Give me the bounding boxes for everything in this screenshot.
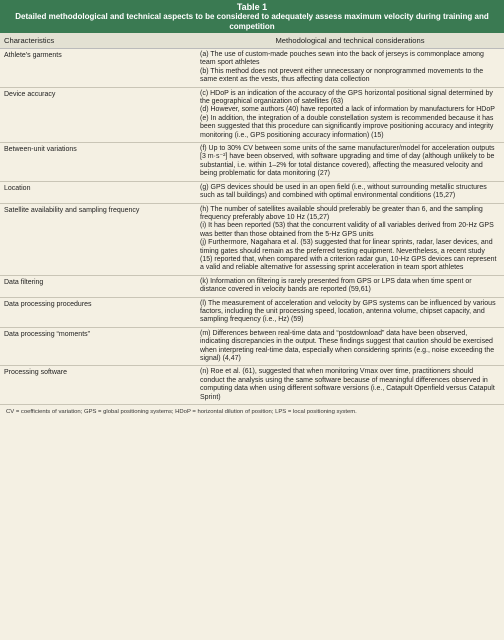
column-header-characteristics: Characteristics [4, 36, 55, 45]
column-header-considerations: Methodological and technical considerations [275, 36, 425, 45]
table-title-bar [0, 0, 504, 33]
characteristic-cell: Data processing procedures [4, 300, 92, 308]
considerations-cell [196, 88, 504, 142]
table-number: Table 1 [236, 2, 268, 12]
table-row [0, 298, 504, 328]
consideration-item: (n) Roe et al. (61), suggested that when monitoring Vmax over time, practitioners should conduct the analysis using the same software because of meaningful differences observed in computing data when using different software versions (i.e., Catapult Openfield versus Catapult Sprint) [200, 368, 495, 401]
table-row [0, 143, 504, 182]
consideration-item: (k) Information on filtering is rarely presented from GPS or LPS data when time spent or distance covered in velocity bands are reported (59,61) [200, 277, 472, 294]
table-row [0, 328, 504, 367]
consideration-item: (m) Differences between real-time data and “postdownload” data have been observed, indicating discrepancies in the output. These findings suggest that caution should be exercised when interpreting real-time data, especially when considering sprints (e.g., noise exceeding the signal) (4,47) [200, 329, 495, 362]
considerations-cell [196, 366, 504, 404]
consideration-item: (f) Up to 30% CV between some units of the same manufacturer/model for acceleration outputs [3 m·s⁻²] have been observed, with software upgrading and time of day (although unlikely to be substantial, i.e. within 1–2% for total distance covered), affecting the measured velocity and being problematic for data monitoring (27) [200, 145, 495, 178]
table-footnote: CV = coefficients of variation; GPS = global positioning systems; HDoP = horizontal dilution of position; LPS = local positioning system. [6, 409, 357, 416]
characteristic-cell: Athlete's garments [4, 52, 62, 59]
considerations-cell [196, 298, 504, 327]
characteristic-cell: Device accuracy [4, 90, 56, 98]
consideration-item: (i) It has been reported (53) that the concurrent validity of all variables derived from 20-Hz GPS was better than those obtained from the 5-Hz GPS units [200, 222, 494, 238]
table-row [0, 88, 504, 143]
consideration-item: (g) GPS devices should be used in an open field (i.e., without surrounding metallic structures such as tall buildings) and combined with optimal environmental conditions (15,27) [200, 183, 487, 200]
characteristic-cell: Satellite availability and sampling frequency [4, 206, 140, 214]
consideration-item: (b) This method does not prevent either unnecessary or nonprogrammed movements to the same extent as the vests, thus affecting data collection [200, 67, 484, 84]
table-body [0, 49, 504, 405]
consideration-item: (d) However, some authors (40) have reported a lack of information by manufacturers for HDoP [200, 106, 495, 114]
consideration-item: (c) HDoP is an indication of the accuracy of the GPS horizontal positional signal determined by the geographical organization of satellites (63) [200, 89, 493, 106]
considerations-cell [196, 49, 504, 87]
characteristic-cell: Data filtering [4, 278, 44, 286]
consideration-item: (a) The use of custom-made pouches sewn into the back of jerseys is commonplace among team sport athletes [200, 51, 484, 67]
considerations-cell [196, 328, 504, 366]
characteristic-cell: Processing software [4, 369, 68, 377]
consideration-item: (l) The measurement of acceleration and velocity by GPS systems can be influenced by various factors, including the unit processing speed, location, antenna volume, chipset capacity, and sampling frequency (i.e., Hz) (59) [200, 299, 496, 324]
considerations-cell [196, 143, 504, 181]
consideration-item: (e) In addition, the integration of a double constellation system is recommended because it has been suggested that this procedure can significantly improve positioning accuracy and integrity monitoring (i.e., GPS positioning accuracy information) (15) [200, 114, 494, 139]
table-row [0, 204, 504, 276]
considerations-cell [196, 276, 504, 297]
characteristic-cell: Between-unit variations [4, 146, 77, 154]
consideration-item: (h) The number of satellites available should preferably be greater than 6, and the sampling frequency preferably above 10 Hz (15,27) [200, 205, 483, 221]
consideration-item: (j) Furthermore, Nagahara et al. (53) suggested that for linear sprints, radar, laser devices, and timing gates should remain as the preferred testing equipment. Nevertheless, a recent study (15) reported that, when compared with a criterion radar gun, 10-Hz GPS devices can represent a valid and reliable alternative for assessing sprint acceleration in team sport athletes [200, 239, 497, 272]
considerations-cell [196, 204, 504, 275]
table-row [0, 49, 504, 88]
characteristic-cell: Data processing “moments” [4, 330, 90, 338]
table-row [0, 276, 504, 298]
table-row [0, 366, 504, 405]
table-header-row [0, 33, 504, 49]
table-title: Detailed methodological and technical aspects to be considered to adequately assess maximum velocity during training and competition [15, 12, 489, 31]
characteristic-cell: Location [4, 184, 31, 192]
considerations-cell [196, 182, 504, 203]
table-row [0, 182, 504, 204]
